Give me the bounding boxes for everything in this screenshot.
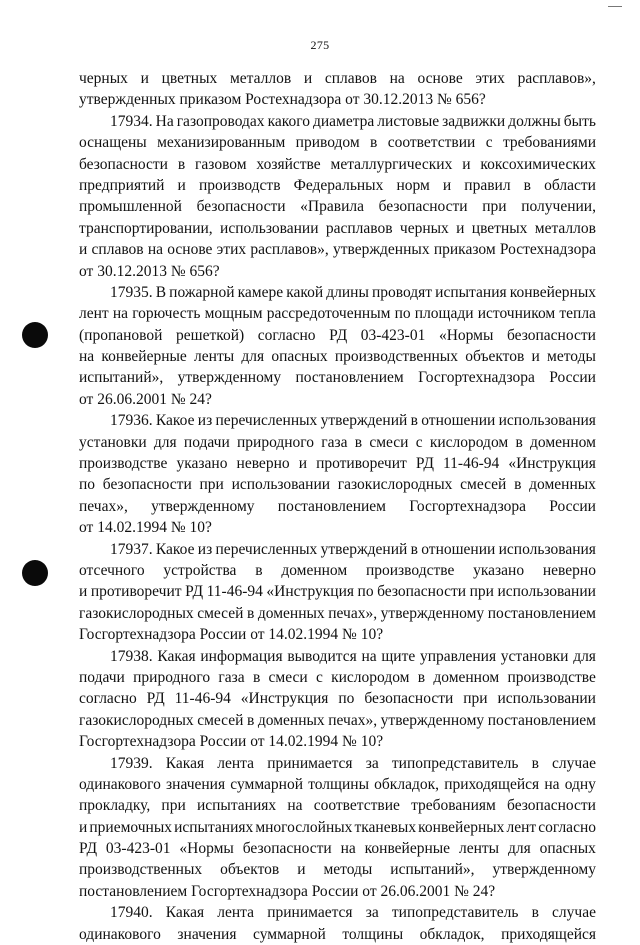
text-line: газокислородных смесей в доменных печах», утвержденному постановлением: [79, 711, 596, 729]
text-line: Госгортехнадзора России от 14.02.1994 № 10?: [79, 626, 384, 644]
text-line: безопасности в газовом хозяйстве металлургических и коксохимических: [79, 155, 596, 173]
binder-hole: [22, 322, 48, 348]
text-line: 17934. На газопроводах какого диаметра листовые задвижки должны быть: [110, 112, 596, 130]
text-line: отсечного устройства в доменном производстве указано неверно: [79, 561, 596, 579]
text-line: утвержденных приказом Ростехнадзора от 30.12.2013 № 656?: [79, 91, 486, 109]
text-line: установки для подачи природного газа в смеси с кислородом в доменном: [79, 433, 596, 451]
text-line: испытаний», утвержденному постановлением Госгортехнадзора России: [79, 369, 596, 387]
text-line: печах», утвержденному постановлением Госгортехнадзора России: [79, 497, 596, 515]
text-line: предприятий и производств Федеральных норм и правил в области: [79, 176, 596, 194]
text-line: одинакового значения суммарной толщины обкладок, приходящейся: [79, 925, 596, 943]
text-line: согласно РД 11-46-94 «Инструкция по безопасности при использовании: [79, 690, 596, 708]
text-line: производстве указано неверно и противоречит РД 11-46-94 «Инструкция: [79, 455, 596, 473]
text-line: подачи природного газа в смеси с кислородом в доменном производстве: [79, 668, 596, 686]
paragraph: [79, 539, 596, 646]
text-line: промышленной безопасности «Правила безопасности при получении,: [79, 198, 596, 216]
paragraph: [79, 282, 596, 410]
text-line: газокислородных смесей в доменных печах», утвержденному постановлением: [79, 604, 596, 622]
text-line: 17940. Какая лента принимается за типопредставитель в случае: [110, 904, 596, 922]
text-line: 17937. Какое из перечисленных утверждений в отношении использования: [110, 540, 596, 558]
text-line: Госгортехнадзора России от 14.02.1994 № 10?: [79, 733, 384, 751]
text-line: прокладку, при испытаниях на соответствие требованиям безопасности: [79, 797, 596, 815]
paragraph: [79, 753, 596, 903]
document-body: [79, 68, 596, 945]
paragraph: [79, 68, 596, 111]
text-line: на конвейерные ленты для опасных производственных объектов и методы: [79, 348, 596, 366]
text-line: постановлением Госгортехнадзора России от 26.06.2001 № 24?: [79, 882, 496, 900]
text-line: и приемочных испытаниях многослойных тканевых конвейерных лент согласно: [79, 818, 596, 836]
text-line: 17939. Какая лента принимается за типопредставитель в случае: [110, 754, 596, 772]
paragraph: [79, 111, 596, 282]
text-line: от 30.12.2013 № 656?: [79, 262, 220, 280]
paragraph: [79, 646, 596, 753]
text-line: и противоречит РД 11-46-94 «Инструкция по безопасности при использовании: [79, 583, 596, 601]
text-line: 17935. В пожарной камере какой длины проводят испытания конвейерных: [110, 283, 596, 301]
top-edge-mark: [608, 6, 622, 7]
text-line: черных и цветных металлов и сплавов на основе этих расплавов»,: [79, 70, 596, 87]
text-line: РД 03-423-01 «Нормы безопасности на конвейерные ленты для опасных: [79, 840, 596, 858]
text-line: одинакового значения суммарной толщины обкладок, приходящейся на одну: [79, 775, 596, 793]
text-line: 17938. Какая информация выводится на щите управления установки для: [110, 647, 596, 665]
text-line: лент на горючесть мощным рассредоточенным по площади источником тепла: [79, 305, 596, 323]
text-line: и сплавов на основе этих расплавов», утвержденных приказом Ростехнадзора: [79, 241, 596, 259]
binder-hole: [22, 560, 48, 586]
text-line: 17936. Какое из перечисленных утверждений в отношении использования: [110, 412, 596, 430]
text-line: от 14.02.1994 № 10?: [79, 519, 212, 537]
text-line: (пропановой решеткой) согласно РД 03-423-01 «Нормы безопасности: [79, 326, 596, 344]
text-line: оснащены механизированным приводом в соответствии с требованиями: [79, 134, 596, 152]
text-line: от 26.06.2001 № 24?: [79, 390, 212, 408]
paragraph: [79, 902, 596, 945]
text-line: производственных объектов и методы испытаний», утвержденному: [79, 861, 596, 879]
page-number: 275: [310, 38, 330, 52]
text-line: по безопасности при использовании газокислородных смесей в доменных: [79, 476, 596, 494]
text-line: транспортировании, использовании расплавов черных и цветных металлов: [79, 219, 596, 237]
paragraph: [79, 410, 596, 538]
